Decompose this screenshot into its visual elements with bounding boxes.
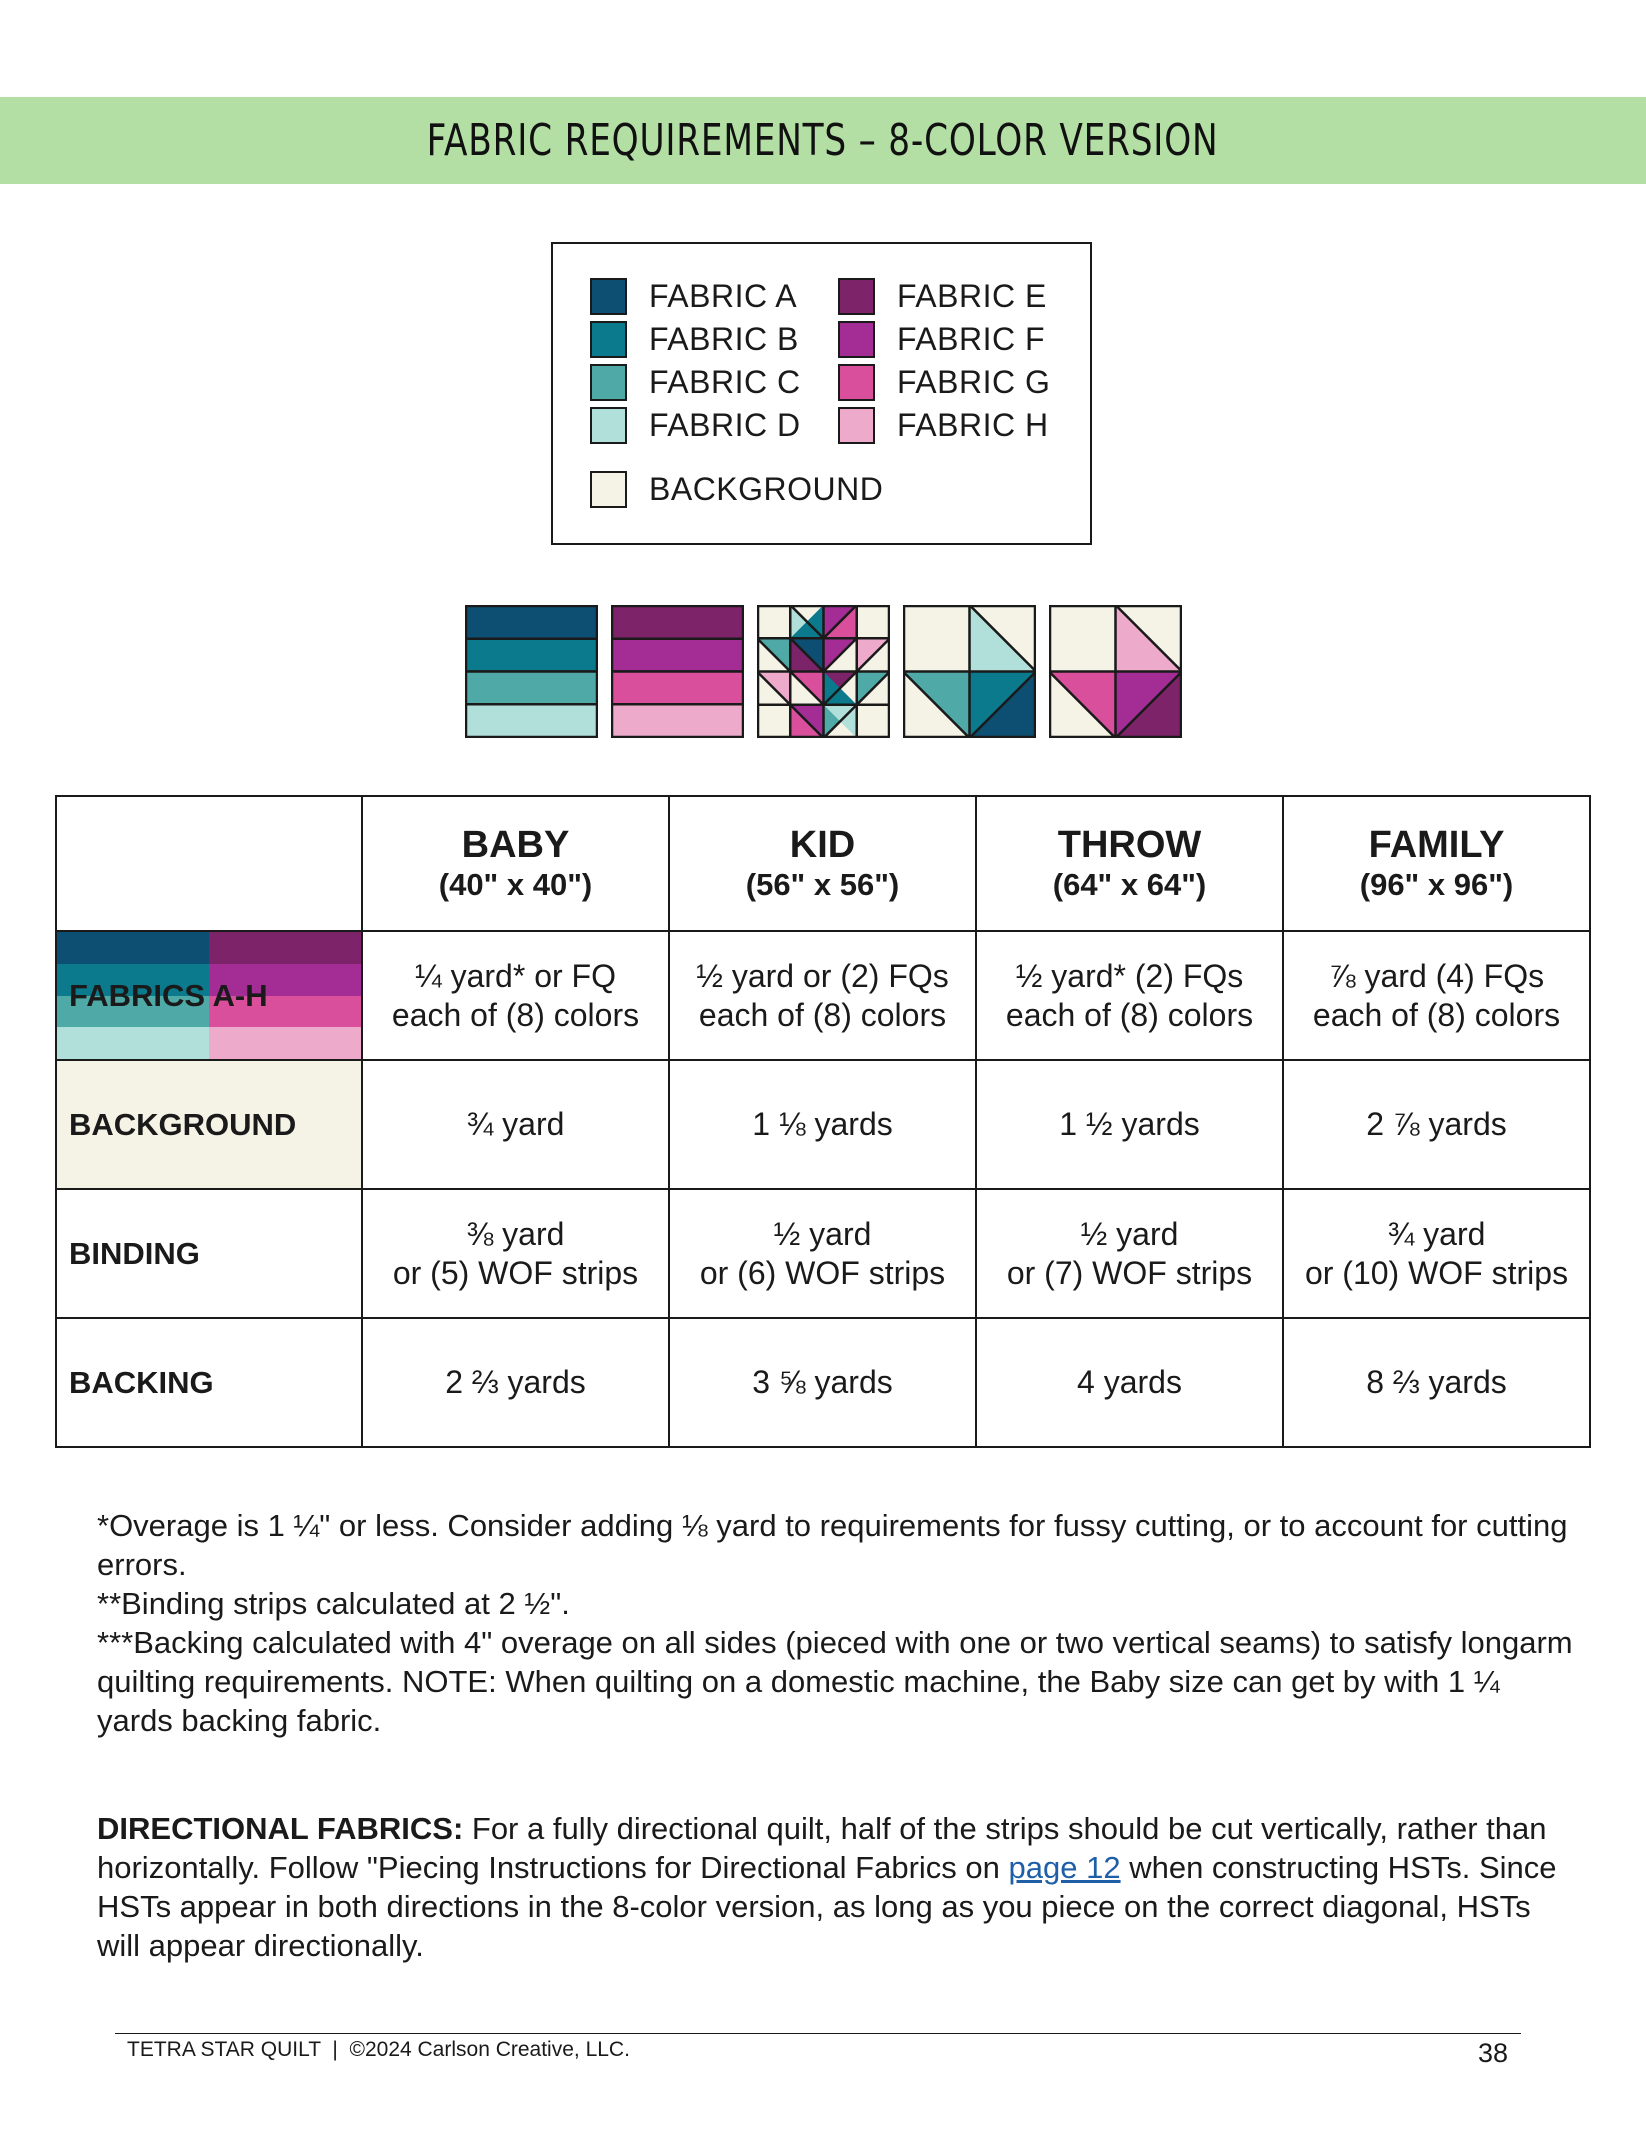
page-12-link[interactable]: page 12 xyxy=(1008,1850,1121,1885)
cell-fabrics-baby: ¼ yard* or FQ each of (8) colors xyxy=(362,931,669,1060)
fabric-f-swatch xyxy=(838,321,875,358)
legend-item-fabric-h: FABRIC H xyxy=(838,407,1049,444)
directional-text-after: when constructing HSTs. Since HSTs appear in both directions in the 8-color version, as long as you piece on the correct diagonal, HSTs will appear directionally. xyxy=(97,1850,1557,1963)
hst-teal-block xyxy=(903,605,1036,738)
legend-item-fabric-d: FABRIC D xyxy=(590,407,801,444)
table-row-background xyxy=(56,1060,1590,1189)
footnotes xyxy=(97,1506,1577,1740)
fabric-e-swatch xyxy=(838,278,875,315)
background-swatch xyxy=(590,471,627,508)
directional-heading: DIRECTIONAL FABRICS: xyxy=(97,1811,464,1846)
fabric-c-swatch xyxy=(590,364,627,401)
table-row-backing xyxy=(56,1318,1590,1447)
page-number: 38 xyxy=(1478,2038,1509,2068)
cell-background-kid: 1 ⅛ yards xyxy=(669,1060,976,1189)
quilt-block-illustrations xyxy=(465,605,1180,738)
footnote-overage: *Overage is 1 ¼" or less. Consider adding ⅛ yard to requirements for fussy cutting, or to account for cutting errors. xyxy=(97,1508,1568,1582)
cell-fabrics-throw: ½ yard* (2) FQs each of (8) colors xyxy=(976,931,1283,1060)
size-header-throw: THROW (64" x 64") xyxy=(976,796,1283,931)
cell-background-baby: ¾ yard xyxy=(362,1060,669,1189)
size-header-kid: KID (56" x 56") xyxy=(669,796,976,931)
footnote-binding: **Binding strips calculated at 2 ½". xyxy=(97,1586,570,1621)
row-label-background: BACKGROUND xyxy=(56,1060,362,1189)
footer-divider xyxy=(115,2033,1521,2034)
legend-item-fabric-e: FABRIC E xyxy=(838,278,1047,315)
legend-item-background: BACKGROUND xyxy=(590,471,883,508)
directional-fabrics-note xyxy=(97,1809,1577,1965)
fabric-h-swatch xyxy=(838,407,875,444)
legend-item-fabric-a: FABRIC A xyxy=(590,278,797,315)
page-title: FABRIC REQUIREMENTS – 8-COLOR VERSION xyxy=(427,115,1219,166)
directional-text-before: For a fully directional quilt, half of the strips should be cut vertically, rather than horizontally. Follow "Piecing Instructions for Directional Fabrics on xyxy=(97,1811,1547,1885)
cell-fabrics-family: ⅞ yard (4) FQs each of (8) colors xyxy=(1283,931,1590,1060)
hst-pink-block xyxy=(1049,605,1182,738)
size-header-baby: BABY (40" x 40") xyxy=(362,796,669,931)
fabric-g-swatch xyxy=(838,364,875,401)
legend-item-fabric-f: FABRIC F xyxy=(838,321,1045,358)
cell-backing-kid: 3 ⅝ yards xyxy=(669,1318,976,1447)
cell-binding-baby: ⅜ yard or (5) WOF strips xyxy=(362,1189,669,1318)
size-header-family: FAMILY (96" x 96") xyxy=(1283,796,1590,931)
cell-binding-kid: ½ yard or (6) WOF strips xyxy=(669,1189,976,1318)
cell-backing-throw: 4 yards xyxy=(976,1318,1283,1447)
legend-item-fabric-g: FABRIC G xyxy=(838,364,1050,401)
legend-item-fabric-b: FABRIC B xyxy=(590,321,799,358)
title-banner xyxy=(0,97,1646,184)
cell-backing-family: 8 ⅔ yards xyxy=(1283,1318,1590,1447)
table-row-binding xyxy=(56,1189,1590,1318)
strip-set-e-h-block xyxy=(611,605,744,738)
cell-background-throw: 1 ½ yards xyxy=(976,1060,1283,1189)
row-label-backing: BACKING xyxy=(56,1318,362,1447)
fabric-a-swatch xyxy=(590,278,627,315)
cell-background-family: 2 ⅞ yards xyxy=(1283,1060,1590,1189)
table-header-row xyxy=(56,796,1590,931)
row-label-binding: BINDING xyxy=(56,1189,362,1318)
cell-binding-throw: ½ yard or (7) WOF strips xyxy=(976,1189,1283,1318)
footnote-backing: ***Backing calculated with 4" overage on all sides (pieced with one or two vertical seams) to satisfy longarm quilting requirements. NOTE: When quilting on a domestic machine, the Baby size can get by with 1 ¼ yards backing fabric. xyxy=(97,1625,1573,1738)
cell-binding-family: ¾ yard or (10) WOF strips xyxy=(1283,1189,1590,1318)
fabric-b-swatch xyxy=(590,321,627,358)
row-label-fabrics: FABRICS A-H xyxy=(56,931,362,1060)
cell-backing-baby: 2 ⅔ yards xyxy=(362,1318,669,1447)
footer-copyright: TETRA STAR QUILT | ©2024 Carlson Creative, LLC. xyxy=(127,2038,630,2061)
tetra-star-block xyxy=(757,605,890,738)
cell-fabrics-kid: ½ yard or (2) FQs each of (8) colors xyxy=(669,931,976,1060)
fabric-d-swatch xyxy=(590,407,627,444)
strip-set-a-d-block xyxy=(465,605,598,738)
legend-item-fabric-c: FABRIC C xyxy=(590,364,801,401)
color-legend xyxy=(551,242,1092,545)
table-row-fabrics xyxy=(56,931,1590,1060)
fabric-requirements-table xyxy=(55,795,1591,1448)
table-corner-cell xyxy=(56,796,362,931)
